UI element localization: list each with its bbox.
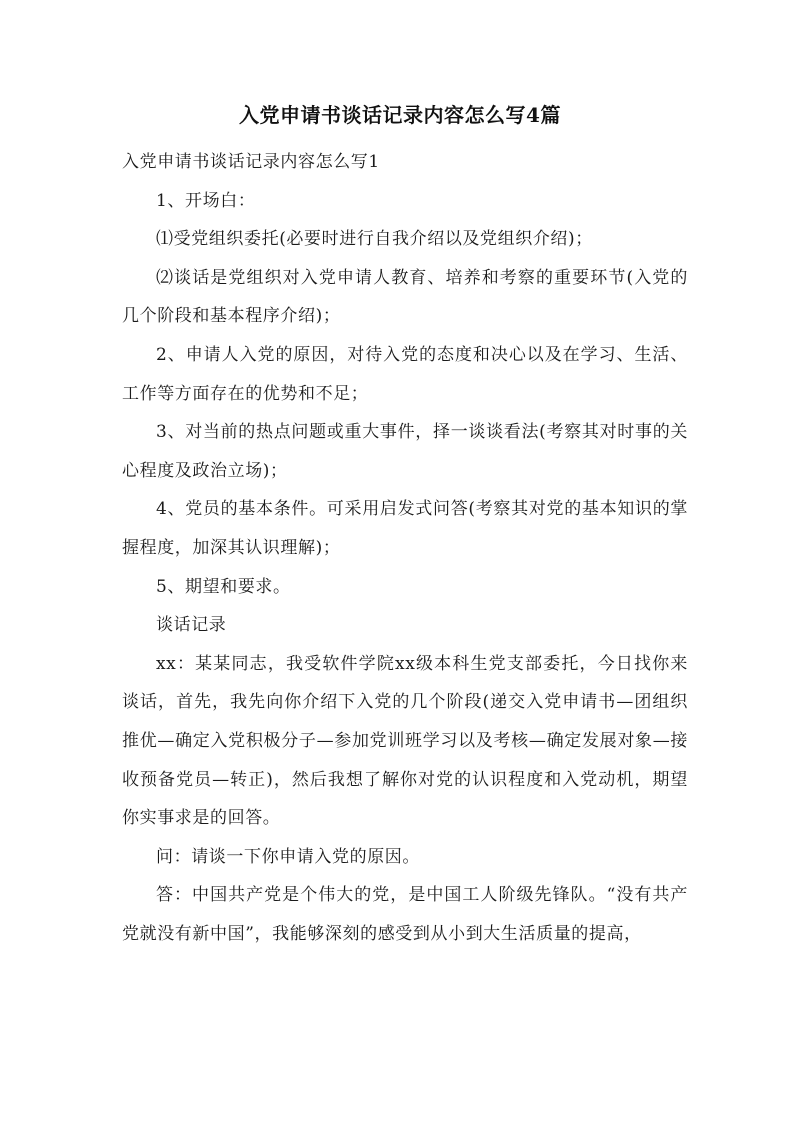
paragraph-item-2: ⑵谈话是党组织对入党申请人教育、培养和考察的重要环节(入党的几个阶段和基本程序介绍)； xyxy=(122,267,688,327)
paragraph-answer: 答：中国共产党是个伟大的党，是中国工人阶级先锋队。“没有共产党就没有新中国”，我能够深刻的感受到从小到大生活质量的提高， xyxy=(122,885,688,944)
paragraph-intro: xx：某某同志，我受软件学院xx级本科生党支部委托，今日找你来谈话，首先，我先向你介绍下入党的几个阶段(递交入党申请书—团组织推优—确定入党积极分子—参加党训班学习以及考核—确定发展对象—接收预备党员—转正)，然后我想了解你对党的认识程度和入党动机，期望你实事求是的回答。 xyxy=(122,653,688,829)
paragraph-item-1: ⑴受党组织委托(必要时进行自我介绍以及党组织介绍)； xyxy=(156,229,593,250)
paragraph-point-4: 4、党员的基本条件。可采用启发式问答(考察其对党的基本知识的掌握程度，加深其认识理解)； xyxy=(122,499,688,558)
section-heading: 入党申请书谈话记录内容怎么写1 xyxy=(122,152,380,172)
paragraph-point-3: 3、对当前的热点问题或重大事件，择一谈谈看法(考察其对时事的关心程度及政治立场)； xyxy=(122,422,688,481)
paragraph-opening: 1、开场白： xyxy=(156,190,256,211)
document-body xyxy=(122,143,688,953)
document-title: 入党申请书谈话记录内容怎么写4篇 xyxy=(239,103,561,127)
paragraph-question: 问：请谈一下你申请入党的原因。 xyxy=(156,846,420,867)
paragraph-point-2: 2、申请人入党的原因，对待入党的态度和决心以及在学习、生活、工作等方面存在的优势和不足； xyxy=(122,344,688,404)
subheading-record: 谈话记录 xyxy=(156,615,227,636)
paragraph-point-5: 5、期望和要求。 xyxy=(156,576,291,597)
